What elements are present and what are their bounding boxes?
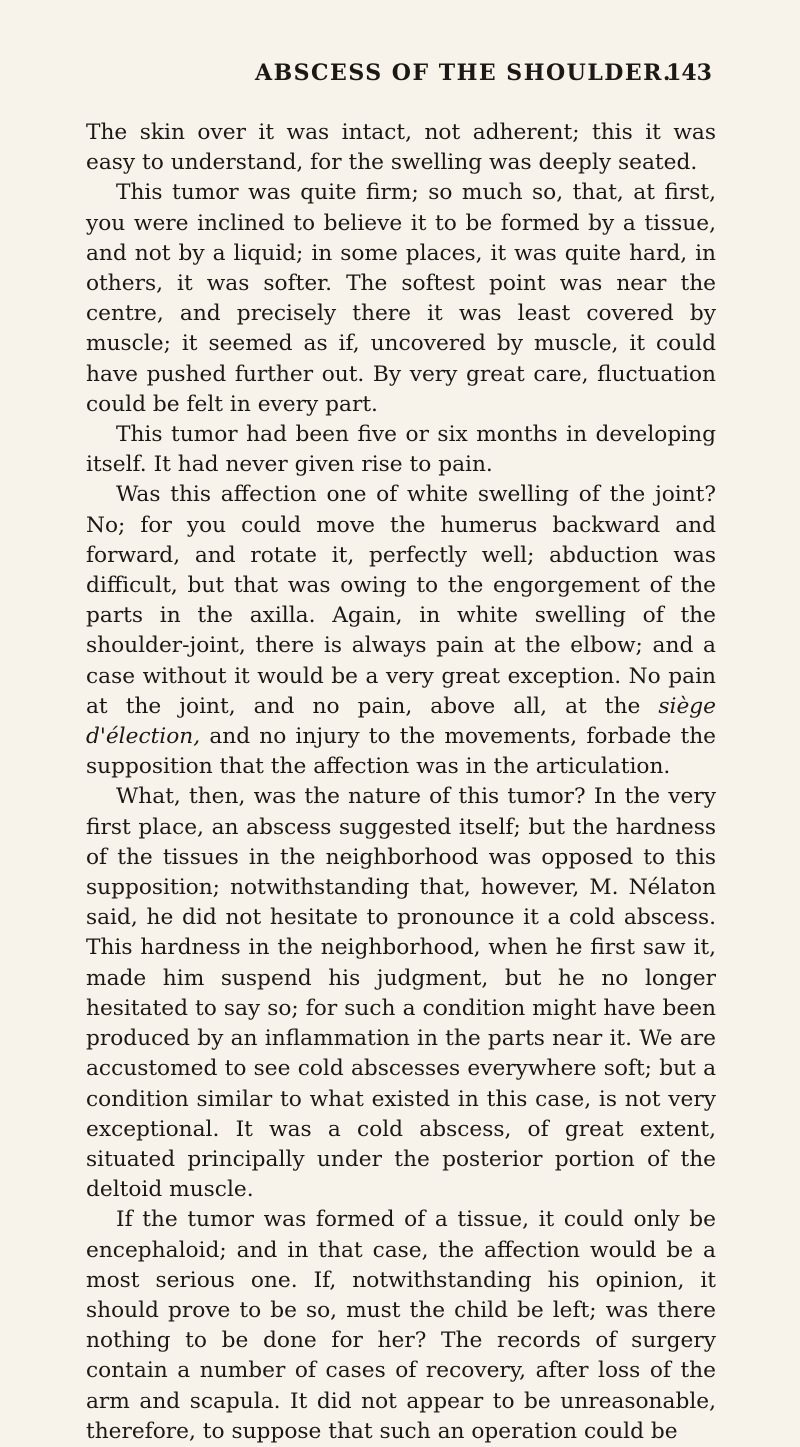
paragraph-1-text: The skin over it was intact, not adherent; this it was easy to understand, for the swelling was deeply seated. — [86, 120, 716, 176]
paragraph-6 — [86, 1205, 716, 1447]
paragraph-3-text: This tumor had been five or six months in developing itself. It had never given rise to pain. — [86, 422, 716, 478]
page-number: 143 — [666, 60, 712, 86]
paragraph-2-text: This tumor was quite firm; so much so, that, at first, you were inclined to believe it to be formed by a tissue, and not by a liquid; in some places, it was quite hard, in others, it was softer. The softest point was near the centre, and precisely there it was least covered by muscle; it seemed as if, uncovered by muscle, it could have pushed further out. By very great care, fluctuation could be felt in every part. — [86, 180, 716, 417]
running-head — [0, 60, 800, 100]
paragraph-2 — [86, 178, 716, 420]
paragraph-5 — [86, 782, 716, 1205]
paragraph-4-text-after: and no injury to the movements, forbade the supposition that the affection was in the articulation. — [86, 724, 716, 780]
paragraph-5-text: What, then, was the nature of this tumor? In the very first place, an abscess suggested itself; but the hardness of the tissues in the neighborhood was opposed to this supposition; notwithstanding that, however, M. Nélaton said, he did not hesitate to pronounce it a cold abscess. This hardness in the neighborhood, when he first saw it, made him suspend his judgment, but he no longer hesitated to say so; for such a condition might have been produced by an inflammation in the parts near it. We are accustomed to see cold abscesses everywhere soft; but a condition similar to what existed in this case, is not very exceptional. It was a cold abscess, of great extent, situated principally under the posterior portion of the deltoid muscle. — [86, 784, 716, 1203]
paragraph-6-text: If the tumor was formed of a tissue, it could only be encephaloid; and in that case, the affection would be a most serious one. If, notwithstanding his opinion, it should prove to be so, must the child be left; was there nothing to be done for her? The records of surgery contain a number of cases of recovery, after loss of the arm and scapula. It did not appear to be unreasonable, therefore, to suppose that such an operation could be — [86, 1207, 716, 1444]
paragraph-3 — [86, 420, 716, 480]
body-text — [86, 118, 716, 1447]
paragraph-4 — [86, 480, 716, 782]
paragraph-1 — [86, 118, 716, 178]
running-title: ABSCESS OF THE SHOULDER. — [255, 60, 673, 86]
paragraph-4-italic-phrase: siège d'élection, — [86, 693, 716, 750]
paragraph-4-text-before: Was this affection one of white swelling of the joint? No; for you could move the humerus backward and forward, and rotate it, perfectly well; abduction was difficult, but that was owing to the engorgement of the parts in the axilla. Again, in white swelling of the shoulder-joint, there is always pain at the elbow; and a case without it would be a very great exception. No pain at the joint, and no pain, above all, at the — [86, 482, 716, 719]
